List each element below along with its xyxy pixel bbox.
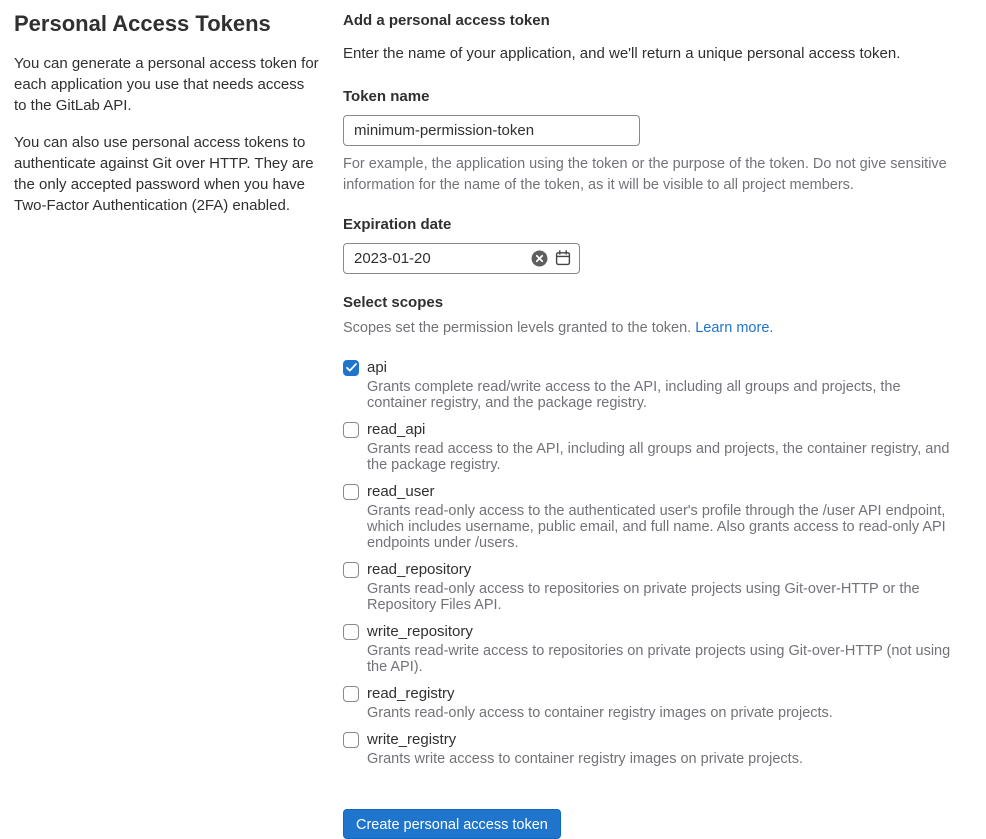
scope-label-write_repository[interactable]: write_repository <box>367 622 473 640</box>
scopes-list <box>343 358 962 767</box>
scope-item-write_repository <box>343 622 962 675</box>
token-name-help: For example, the application using the token or the purpose of the token. Do not give sensitive information for the name of the token, as it will be visible to all project members. <box>343 155 947 193</box>
scope-text-write_repository <box>367 622 962 675</box>
clear-date-button[interactable] <box>530 249 548 267</box>
learn-more-link[interactable]: Learn more. <box>695 319 774 336</box>
token-name-label: Token name <box>343 87 430 105</box>
token-name-input[interactable] <box>343 115 640 146</box>
select-scopes-group <box>343 294 962 767</box>
scope-text-api <box>367 358 962 411</box>
scope-checkbox-read_api[interactable] <box>343 422 359 438</box>
page-description-panel <box>14 12 320 839</box>
scope-text-write_registry <box>367 730 803 767</box>
scope-label-read_api[interactable]: read_api <box>367 420 426 438</box>
token-name-group <box>343 88 962 196</box>
scope-checkbox-read_registry[interactable] <box>343 686 359 702</box>
scope-text-read_repository <box>367 560 962 613</box>
scope-description-api: Grants complete read/write access to the API, including all groups and projects, the container registry, and the package registry. <box>367 378 901 411</box>
calendar-button[interactable] <box>554 249 572 267</box>
add-token-form <box>343 12 962 839</box>
scope-label-read_user[interactable]: read_user <box>367 482 435 500</box>
scope-checkbox-read_repository[interactable] <box>343 562 359 578</box>
scope-description-read_registry: Grants read-only access to container registry images on private projects. <box>367 704 833 721</box>
scope-label-read_registry[interactable]: read_registry <box>367 684 455 702</box>
scope-item-read_registry <box>343 684 962 721</box>
page-description-1: You can generate a personal access token for each application you use that needs access to the GitLab API. <box>14 55 319 115</box>
scopes-help <box>343 318 962 339</box>
scope-item-read_api <box>343 420 962 473</box>
scopes-help-text: Scopes set the permission levels granted to the token. <box>343 319 696 336</box>
form-intro: Enter the name of your application, and we'll return a unique personal access token. <box>343 45 901 62</box>
page-description-2: You can also use personal access tokens to authenticate against Git over HTTP. They are the only accepted password when you have Two-Factor Authentication (2FA) enabled. <box>14 134 314 215</box>
scope-text-read_api <box>367 420 962 473</box>
scope-checkbox-api[interactable] <box>343 360 359 376</box>
scope-description-write_repository: Grants read-write access to repositories on private projects using Git-over-HTTP (not using the API). <box>367 642 951 675</box>
clear-circle-x-icon <box>531 250 548 267</box>
scope-item-write_registry <box>343 730 962 767</box>
scope-text-read_registry <box>367 684 833 721</box>
scope-text-read_user <box>367 482 962 551</box>
scope-label-api[interactable]: api <box>367 358 388 376</box>
select-scopes-label: Select scopes <box>343 293 444 311</box>
scope-description-read_user: Grants read-only access to the authenticated user's profile through the /user API endpoint, which includes username, public email, and full name. Also grants access to read-only API endpoints under /users. <box>367 502 946 551</box>
scope-checkbox-read_user[interactable] <box>343 484 359 500</box>
scope-item-api <box>343 358 962 411</box>
page-title: Personal Access Tokens <box>14 11 271 36</box>
scope-checkbox-write_repository[interactable] <box>343 624 359 640</box>
calendar-icon <box>555 250 571 266</box>
scope-checkbox-write_registry[interactable] <box>343 732 359 748</box>
expiration-date-group <box>343 216 962 274</box>
expiration-date-field <box>343 243 580 274</box>
scope-item-read_repository <box>343 560 962 613</box>
scope-description-read_repository: Grants read-only access to repositories on private projects using Git-over-HTTP or the Repository Files API. <box>367 580 920 613</box>
form-heading: Add a personal access token <box>343 12 550 29</box>
scope-description-read_api: Grants read access to the API, including all groups and projects, the container registry, and the package registry. <box>367 440 950 473</box>
expiration-date-label: Expiration date <box>343 215 452 233</box>
scope-label-write_registry[interactable]: write_registry <box>367 730 457 748</box>
scope-description-write_registry: Grants write access to container registry images on private projects. <box>367 750 803 767</box>
scope-item-read_user <box>343 482 962 551</box>
create-token-button[interactable]: Create personal access token <box>343 809 561 839</box>
scope-label-read_repository[interactable]: read_repository <box>367 560 472 578</box>
